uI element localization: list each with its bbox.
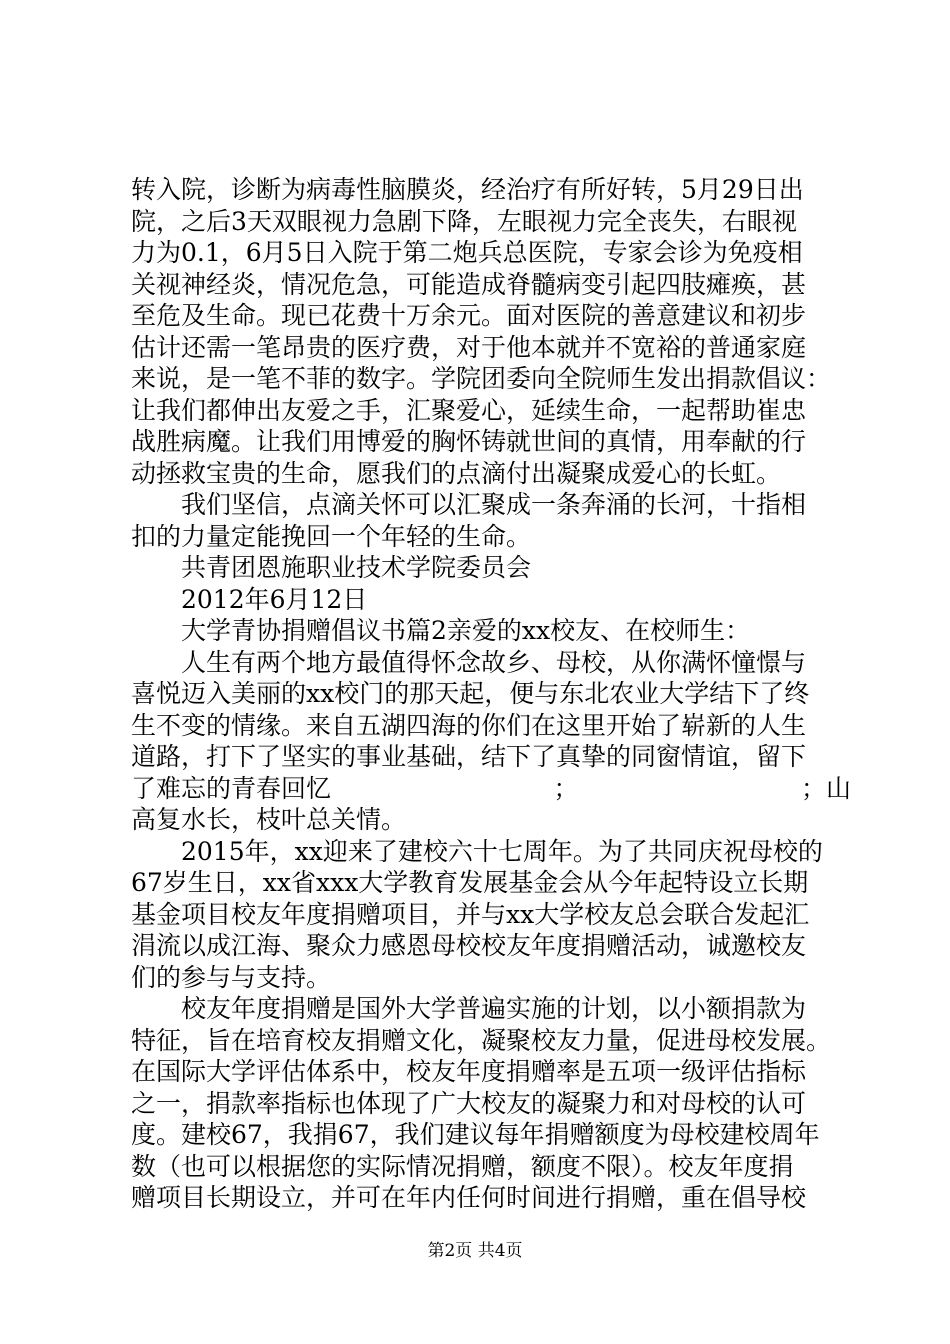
paragraph-alma-mater [131,647,851,836]
signature-organization [131,552,851,584]
text-line: 高复水长，枝叶总关情。 [131,805,407,834]
text-line: 们的参与与支持。 [131,962,332,992]
text-line: 校友年度捐赠是国外大学普遍实施的计划，以小额捐款为 [181,994,807,1023]
text-line: 度。建校67，我捐67，我们建议每年捐赠额度为母校建校周年 [131,1120,820,1149]
text-line: 战胜病魔。让我们用博爱的胸怀铸就世间的真情，用奉献的行 [131,427,807,456]
text-line: 涓流以成江海、聚众力感恩母校校友年度捐赠活动，诚邀校友 [131,931,807,960]
text-segment: 了难忘的青春回忆 [131,773,332,803]
text-line: 让我们都伸出友爱之手，汇聚爱心，延续生命，一起帮助崔忠 [131,395,807,425]
text-line: 估计还需一笔昂贵的医疗费，对于他本就并不宽裕的普通家庭 [131,332,807,362]
paragraph-annual-giving [131,993,851,1214]
text-line: 院，之后3天双眼视力急剧下降，左眼视力完全丧失，右眼视 [131,206,797,236]
text-line: 在国际大学评估体系中，校友年度捐赠率是五项一级评估指标 [131,1057,807,1086]
page-number-footer: 第2页 共4页 [427,1241,523,1261]
text-line: 67岁生日，xx省xxx大学教育发展基金会从今年起特设立长期 [131,868,809,897]
document-body [131,174,851,1214]
text-line: 动拯救宝贵的生命，愿我们的点滴付出凝聚成爱心的长虹。 [131,458,782,488]
text-line: 之一，捐款率指标也体现了广大校友的凝聚力和对母校的认可 [131,1088,807,1118]
text-line: 力为0.1，6月5日入院于第二炮兵总医院，专家会诊为免疫相 [131,238,803,267]
text-line-justified [131,773,851,805]
text-line: 喜悦迈入美丽的xx校门的那天起，便与东北农业大学结下了终 [131,679,810,708]
text-line: 人生有两个地方最值得怀念故乡、母校，从你满怀憧憬与 [181,647,807,677]
text-segment: ； [553,773,579,803]
text-line: 关视神经炎，情况危急，可能造成脊髓病变引起四肢瘫痪，甚 [131,269,807,299]
text-line: 我们坚信，点滴关怀可以汇聚成一条奔涌的长河，十指相 [181,490,807,519]
text-line: 生不变的情缘。来自五湖四海的你们在这里开始了崭新的人生 [131,710,807,740]
text-line: 基金项目校友年度捐赠项目，并与xx大学校友总会联合发起汇 [131,899,810,929]
text-line: 至危及生命。现已花费十万余元。面对医院的善意建议和初步 [131,301,807,330]
text-line: 来说，是一笔不菲的数字。学院团委向全院师生发出捐款倡议： [131,364,832,393]
paragraph-anniversary [131,836,851,994]
text-line: 扣的力量定能挽回一个年轻的生命。 [131,521,532,551]
text-line: 共青团恩施职业技术学院委员会 [181,553,532,582]
text-segment: ；山 [800,773,851,803]
text-line: 道路，打下了坚实的事业基础，结下了真挚的同窗情谊，留下 [131,742,807,771]
text-line: 转入院，诊断为病毒性脑膜炎，经治疗有所好转，5月29日出 [131,175,804,204]
text-line: 2012年6月12日 [181,584,368,614]
section-heading [131,615,851,647]
text-line: 2015年，xx迎来了建校六十七周年。为了共同庆祝母校的 [181,836,823,866]
signature-date [131,584,851,616]
text-line: 数（也可以根据您的实际情况捐赠，额度不限）。校友年度捐 [131,1151,794,1181]
text-line: 特征，旨在培育校友捐赠文化，凝聚校友力量，促进母校发展。 [131,1025,832,1055]
paragraph-belief [131,489,851,552]
paragraph-donation-appeal [131,174,851,489]
text-line: 赠项目长期设立，并可在年内任何时间进行捐赠，重在倡导校 [131,1183,807,1212]
text-line: 大学青协捐赠倡议书篇2亲爱的xx校友、在校师生： [181,616,751,645]
